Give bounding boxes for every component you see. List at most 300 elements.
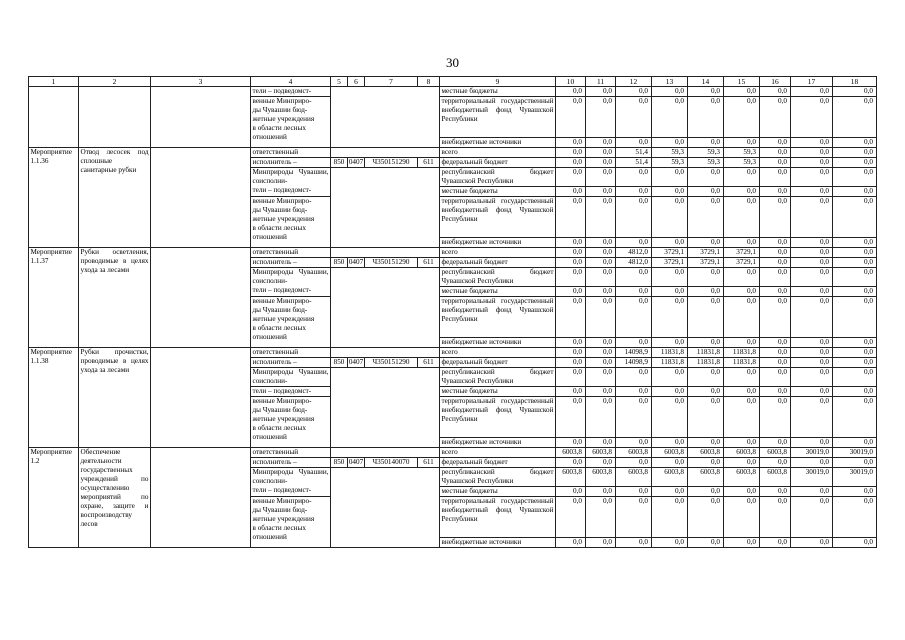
value-cell: 0,0 [688,397,724,438]
value-cell: 0,0 [833,438,877,448]
code-cell: Ч350140070 [365,458,418,468]
value-cell: 0,0 [586,87,616,97]
executor-cell: Минприроды Чувашии, соисполни- тели – подведомст- [251,468,331,497]
source-cell: федеральный бюджет [440,458,556,468]
value-cell: 0,0 [833,148,877,158]
value-cell: 0,0 [688,287,724,297]
column-header-18: 18 [833,77,877,87]
value-cell: 0,0 [688,458,724,468]
value-cell: 0,0 [791,168,833,187]
status-cell [29,87,79,148]
source-cell: местные бюджеты [440,387,556,397]
value-cell: 0,0 [791,238,833,248]
value-cell: 0,0 [791,387,833,397]
source-cell: территориальный государственный внебюджетный фонд Чувашской Республики [440,397,556,438]
value-cell: 6003,8 [688,468,724,487]
name-cell: Рубки прочистки, проводимые в целях ухода за лесами [79,348,151,448]
code-cell: 850 [331,458,348,468]
column-header-8: 8 [418,77,440,87]
value-cell: 0,0 [556,248,586,258]
value-cell: 0,0 [760,497,791,538]
value-cell: 0,0 [724,197,760,238]
value-cell: 59,3 [724,158,760,168]
value-cell: 0,0 [688,368,724,387]
value-cell: 6003,8 [688,448,724,458]
value-cell: 30019,0 [833,448,877,458]
value-cell: 0,0 [760,158,791,168]
value-cell: 11831,8 [724,358,760,368]
value-cell: 0,0 [556,97,586,138]
code-cell [331,468,440,548]
value-cell: 0,0 [556,497,586,538]
value-cell: 0,0 [791,258,833,268]
column-header-11: 11 [586,77,616,87]
value-cell: 0,0 [586,287,616,297]
value-cell: 0,0 [556,148,586,158]
value-cell: 0,0 [556,368,586,387]
executor-cell: ответственный [251,148,331,158]
value-cell: 0,0 [556,187,586,197]
value-cell: 0,0 [556,168,586,187]
value-cell: 0,0 [724,168,760,187]
executor-cell: венные Минприро- ды Чувашии бюд- жетные учреждения в области лесных отношений [251,97,331,148]
value-cell: 0,0 [688,87,724,97]
value-cell: 0,0 [791,158,833,168]
value-cell: 0,0 [833,168,877,187]
value-cell: 0,0 [833,138,877,148]
goal-cell [151,448,251,548]
value-cell: 0,0 [586,297,616,338]
value-cell: 0,0 [724,458,760,468]
source-cell: территориальный государственный внебюджетный фонд Чувашской Республики [440,497,556,538]
code-cell [331,148,440,158]
value-cell: 0,0 [616,338,652,348]
value-cell: 0,0 [556,387,586,397]
source-cell: федеральный бюджет [440,258,556,268]
source-cell: территориальный государственный внебюджетный фонд Чувашской Республики [440,297,556,338]
value-cell: 3729,1 [652,248,688,258]
table-row [29,348,877,358]
column-header-5: 5 [331,77,348,87]
value-cell: 0,0 [833,358,877,368]
value-cell: 0,0 [556,348,586,358]
value-cell: 0,0 [833,197,877,238]
goal-cell [151,87,251,148]
value-cell: 0,0 [833,387,877,397]
value-cell: 0,0 [791,287,833,297]
value-cell: 59,3 [652,148,688,158]
value-cell: 0,0 [791,397,833,438]
value-cell: 0,0 [760,397,791,438]
code-cell: 0407 [348,158,364,167]
value-cell: 0,0 [586,168,616,187]
value-cell: 0,0 [791,138,833,148]
value-cell: 0,0 [616,458,652,468]
value-cell: 0,0 [616,87,652,97]
value-cell: 0,0 [616,297,652,338]
column-header-14: 14 [688,77,724,87]
value-cell: 30019,0 [791,468,833,487]
value-cell: 0,0 [724,368,760,387]
code-cell: 850 [331,358,348,368]
value-cell: 6003,8 [616,448,652,458]
value-cell: 6003,8 [760,448,791,458]
value-cell: 0,0 [791,248,833,258]
value-cell: 0,0 [556,158,586,168]
value-cell: 0,0 [791,348,833,358]
value-cell: 0,0 [791,87,833,97]
value-cell: 0,0 [556,487,586,497]
value-cell: 0,0 [586,348,616,358]
value-cell: 0,0 [791,458,833,468]
source-cell: республиканский бюджет Чувашской Республики [441,368,554,386]
value-cell: 0,0 [833,338,877,348]
value-cell: 11831,8 [688,348,724,358]
financing-table [28,76,877,548]
value-cell: 0,0 [760,387,791,397]
value-cell: 0,0 [724,538,760,548]
value-cell: 0,0 [688,168,724,187]
value-cell: 6003,8 [556,468,586,487]
value-cell: 0,0 [833,487,877,497]
value-cell: 11831,8 [652,358,688,368]
value-cell: 11831,8 [688,358,724,368]
value-cell: 0,0 [652,538,688,548]
value-cell: 0,0 [760,297,791,338]
table-row [29,448,877,458]
value-cell: 0,0 [652,287,688,297]
table-row [29,87,877,97]
value-cell: 0,0 [652,368,688,387]
value-cell: 4812,0 [616,258,652,268]
executor-cell: исполнитель – [251,258,331,268]
value-cell: 0,0 [760,458,791,468]
value-cell: 0,0 [760,358,791,368]
value-cell: 0,0 [688,487,724,497]
value-cell: 4812,0 [616,248,652,258]
value-cell: 0,0 [724,87,760,97]
value-cell: 11831,8 [652,348,688,358]
value-cell: 0,0 [791,538,833,548]
column-header-17: 17 [791,77,833,87]
value-cell: 0,0 [652,487,688,497]
executor-cell: венные Минприро- ды Чувашии бюд- жетные учреждения в области лесных отношений [251,297,331,348]
name-cell: Рубки осветления, проводимые в целях ухода за лесами [79,248,151,348]
executor-cell: исполнитель – [251,358,331,368]
value-cell: 0,0 [688,138,724,148]
column-header-13: 13 [652,77,688,87]
value-cell: 0,0 [760,268,791,287]
value-cell: 0,0 [760,248,791,258]
source-cell: всего [440,448,556,458]
value-cell: 0,0 [833,87,877,97]
value-cell: 0,0 [791,197,833,238]
value-cell: 51,4 [616,158,652,168]
executor-cell: тели – подведомст- [251,87,331,97]
value-cell: 0,0 [586,197,616,238]
value-cell: 0,0 [724,487,760,497]
value-cell: 51,4 [616,148,652,158]
value-cell: 0,0 [724,287,760,297]
value-cell: 0,0 [760,138,791,148]
value-cell: 59,3 [652,158,688,168]
value-cell: 0,0 [833,248,877,258]
executor-cell: тели – подведомст- [251,387,331,397]
value-cell: 0,0 [724,438,760,448]
value-cell: 0,0 [688,438,724,448]
value-cell: 0,0 [586,338,616,348]
value-cell: 0,0 [616,268,652,287]
executor-cell: венные Минприро- ды Чувашии бюд- жетные учреждения в области лесных отношений [251,497,331,548]
value-cell: 0,0 [760,287,791,297]
source-cell: местные бюджеты [440,187,556,197]
value-cell: 0,0 [791,438,833,448]
value-cell: 0,0 [586,458,616,468]
value-cell: 0,0 [833,97,877,138]
value-cell: 0,0 [724,268,760,287]
source-cell: местные бюджеты [440,87,556,97]
value-cell: 0,0 [652,238,688,248]
value-cell: 0,0 [652,138,688,148]
value-cell: 0,0 [616,238,652,248]
value-cell: 0,0 [586,438,616,448]
value-cell: 0,0 [688,197,724,238]
value-cell: 0,0 [760,97,791,138]
value-cell: 6003,8 [556,448,586,458]
source-cell: республиканский бюджет Чувашской Республики [441,268,554,286]
value-cell: 0,0 [688,497,724,538]
value-cell: 0,0 [586,158,616,168]
code-cell: 850 [331,258,348,268]
column-header-16: 16 [760,77,791,87]
value-cell: 0,0 [556,538,586,548]
value-cell: 0,0 [724,238,760,248]
value-cell: 59,3 [688,158,724,168]
value-cell: 0,0 [616,438,652,448]
value-cell: 0,0 [791,487,833,497]
value-cell: 59,3 [724,148,760,158]
value-cell: 11831,8 [724,348,760,358]
executor-cell: венные Минприро- ды Чувашии бюд- жетные учреждения в области лесных отношений [251,397,331,448]
source-cell: территориальный государственный внебюджетный фонд Чувашской Республики [440,197,556,238]
value-cell: 6003,8 [586,448,616,458]
value-cell: 0,0 [586,538,616,548]
value-cell: 0,0 [616,287,652,297]
header-row [29,77,877,87]
value-cell: 0,0 [688,338,724,348]
value-cell: 0,0 [556,87,586,97]
value-cell: 0,0 [724,97,760,138]
goal-cell [151,348,251,448]
value-cell: 0,0 [833,258,877,268]
executor-cell: исполнитель – [251,158,331,168]
value-cell: 0,0 [616,187,652,197]
executor-cell: венные Минприро- ды Чувашии бюд- жетные учреждения в области лесных отношений [251,197,331,248]
value-cell: 0,0 [760,368,791,387]
value-cell: 0,0 [652,458,688,468]
value-cell: 0,0 [688,538,724,548]
value-cell: 0,0 [791,358,833,368]
value-cell: 0,0 [586,258,616,268]
source-cell: внебюджетные источники [440,438,556,448]
value-cell: 3729,1 [652,258,688,268]
source-cell: всего [440,148,556,158]
value-cell: 0,0 [833,458,877,468]
value-cell: 0,0 [724,397,760,438]
table-body [29,87,877,548]
value-cell: 0,0 [556,258,586,268]
executor-cell: ответственный [251,448,331,458]
value-cell: 0,0 [791,297,833,338]
code-cell: Ч350151290 [365,258,418,268]
source-cell: всего [440,348,556,358]
value-cell: 0,0 [586,138,616,148]
column-header-6: 6 [348,77,365,87]
value-cell: 6003,8 [724,448,760,458]
value-cell: 0,0 [652,438,688,448]
value-cell: 0,0 [652,87,688,97]
value-cell: 0,0 [760,348,791,358]
value-cell: 0,0 [724,297,760,338]
code-cell [331,87,440,148]
column-header-4: 4 [251,77,331,87]
value-cell: 0,0 [556,268,586,287]
code-cell: 0407 [348,258,364,267]
code-cell: 850 [331,158,348,168]
value-cell: 0,0 [556,397,586,438]
source-cell: местные бюджеты [440,487,556,497]
value-cell: 0,0 [652,397,688,438]
executor-cell: исполнитель – [251,458,331,468]
value-cell: 0,0 [833,297,877,338]
value-cell: 0,0 [724,387,760,397]
source-cell: местные бюджеты [440,287,556,297]
value-cell: 0,0 [586,368,616,387]
source-cell: республиканский бюджет Чувашской Республики [441,168,554,186]
value-cell: 0,0 [616,387,652,397]
code-cell [331,448,440,458]
value-cell: 0,0 [688,238,724,248]
value-cell: 0,0 [616,168,652,187]
value-cell: 30019,0 [791,448,833,458]
source-cell: внебюджетные источники [440,238,556,248]
code-cell [331,248,440,258]
column-header-2: 2 [79,77,151,87]
value-cell: 0,0 [688,97,724,138]
value-cell: 0,0 [616,397,652,438]
value-cell: 0,0 [586,97,616,138]
value-cell: 0,0 [760,487,791,497]
value-cell: 0,0 [652,187,688,197]
name-cell: Отвод лесосек под сплошные санитарные рубки [79,148,151,248]
value-cell: 0,0 [586,248,616,258]
value-cell: 0,0 [791,368,833,387]
column-header-10: 10 [556,77,586,87]
code-cell: Ч350151290 [365,358,418,368]
value-cell: 0,0 [791,148,833,158]
executor-cell: Минприроды Чувашии, соисполни- [252,368,329,386]
executor-cell: Минприроды Чувашии, соисполни- тели – подведомст- [251,268,331,297]
value-cell: 3729,1 [724,258,760,268]
value-cell: 0,0 [688,268,724,287]
value-cell: 0,0 [652,268,688,287]
value-cell: 0,0 [688,297,724,338]
status-cell: Мероприятие 1.1.36 [29,148,79,248]
value-cell: 0,0 [833,368,877,387]
value-cell: 0,0 [586,187,616,197]
value-cell: 0,0 [616,197,652,238]
value-cell: 0,0 [760,87,791,97]
value-cell: 0,0 [724,187,760,197]
value-cell: 14098,9 [616,358,652,368]
value-cell: 0,0 [724,138,760,148]
value-cell: 0,0 [833,158,877,168]
value-cell: 0,0 [652,338,688,348]
code-cell: 611 [418,258,440,268]
value-cell: 0,0 [791,187,833,197]
value-cell: 14098,9 [616,348,652,358]
value-cell: 0,0 [586,497,616,538]
code-cell: 0407 [348,358,364,367]
value-cell: 0,0 [652,387,688,397]
value-cell: 0,0 [652,197,688,238]
name-cell [79,87,151,148]
status-cell: Мероприятие 1.1.38 [29,348,79,448]
source-cell: всего [440,248,556,258]
value-cell: 0,0 [586,397,616,438]
source-cell: федеральный бюджет [440,358,556,368]
value-cell: 0,0 [833,238,877,248]
value-cell: 0,0 [791,497,833,538]
value-cell: 6003,8 [724,468,760,487]
value-cell: 6003,8 [586,468,616,487]
code-cell: 0407 [348,458,364,467]
value-cell: 0,0 [586,148,616,158]
source-cell: внебюджетные источники [440,338,556,348]
value-cell: 30019,0 [833,468,877,487]
value-cell: 0,0 [760,168,791,187]
value-cell: 0,0 [616,497,652,538]
value-cell: 0,0 [833,497,877,538]
executor-cell: Минприроды Чувашии, соисполни- тели – подведомст- [251,168,331,197]
column-header-9: 9 [440,77,556,87]
column-header-1: 1 [29,77,79,87]
executor-cell: ответственный [251,348,331,358]
code-cell: 611 [418,458,440,468]
value-cell: 59,3 [688,148,724,158]
value-cell: 0,0 [833,187,877,197]
table-row [29,148,877,158]
value-cell: 0,0 [652,97,688,138]
value-cell: 0,0 [791,338,833,348]
column-header-15: 15 [724,77,760,87]
value-cell: 0,0 [760,438,791,448]
value-cell: 0,0 [556,238,586,248]
value-cell: 0,0 [616,487,652,497]
value-cell: 0,0 [833,287,877,297]
value-cell: 0,0 [760,187,791,197]
value-cell: 0,0 [616,97,652,138]
code-cell: 611 [418,158,440,168]
value-cell: 0,0 [556,287,586,297]
value-cell: 0,0 [652,497,688,538]
value-cell: 0,0 [586,387,616,397]
value-cell: 0,0 [760,538,791,548]
executor-cell: ответственный [251,248,331,258]
goal-cell [151,148,251,248]
value-cell: 6003,8 [616,468,652,487]
source-cell: внебюджетные источники [440,538,556,548]
